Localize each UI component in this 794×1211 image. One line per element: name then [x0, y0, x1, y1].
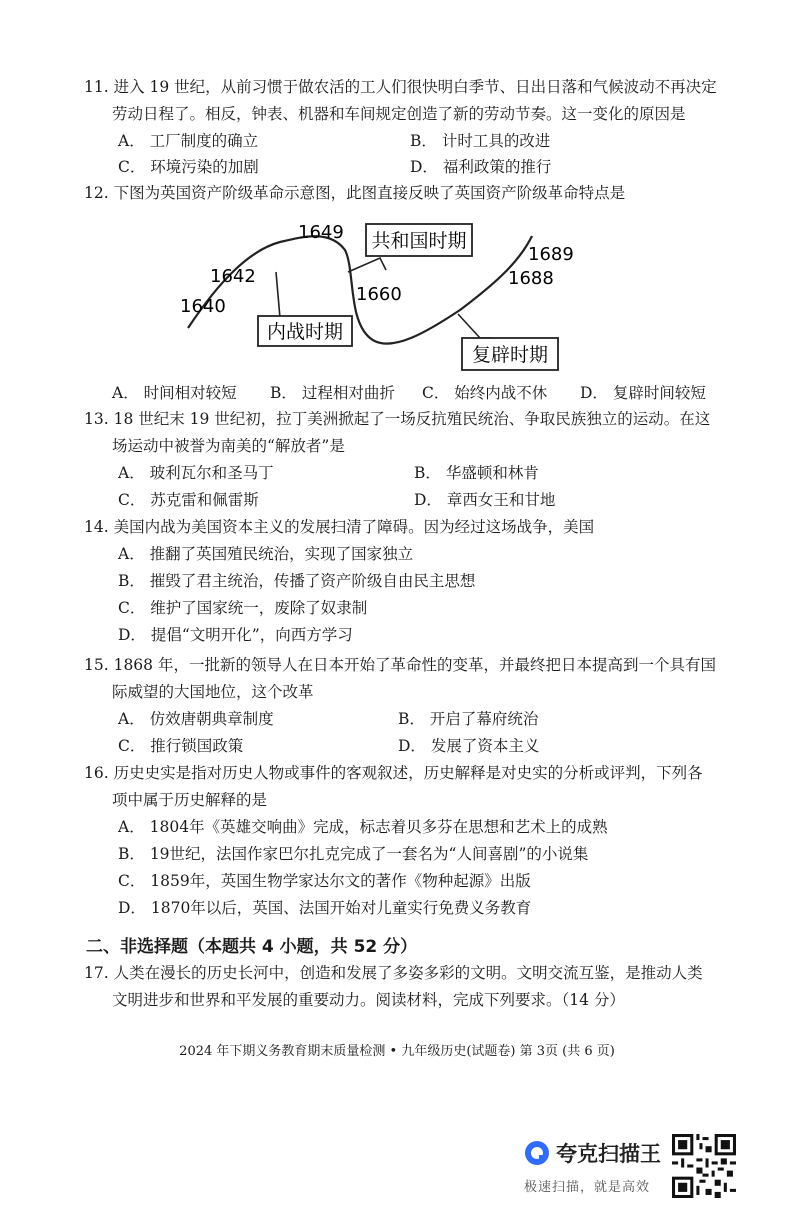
- question-11-stem-line1: 11. 进入 19 世纪，从前习惯于做农活的工人们很快明白季节、日出日落和气候波动不再决定: [84, 78, 717, 96]
- question-15-option-c: C． 推行锁国政策: [118, 737, 244, 755]
- question-13-option-b: B． 华盛顿和林肯: [414, 464, 539, 482]
- question-16-option-a: A． 1804年《英雄交响曲》完成，标志着贝多芬在思想和艺术上的成熟: [118, 818, 608, 836]
- question-11-stem-line2: 劳动日程了。相反，钟表、机器和车间规定创造了新的劳动节奏。这一变化的原因是: [112, 105, 686, 123]
- question-16-stem-line1: 16. 历史史实是指对历史人物或事件的客观叙述，历史解释是对史实的分析或评判，下列各: [84, 764, 703, 782]
- scanner-logo-icon: [524, 1140, 550, 1166]
- question-15-stem-line1: 15. 1868 年，一批新的领导人在日本开始了革命性的变革，并最终把日本提高到一个具有国: [84, 656, 716, 674]
- question-14-option-a: A． 推翻了英国殖民统治，实现了国家独立: [118, 545, 414, 563]
- pointer-civil-war: [276, 272, 292, 318]
- question-14-option-b: B． 摧毁了君主统治，传播了资产阶级自由民主思想: [118, 572, 476, 590]
- label-republic: 共和国时期: [371, 230, 467, 252]
- question-13-option-a: A． 玻利瓦尔和圣马丁: [118, 464, 274, 482]
- year-1689: 1689: [528, 244, 574, 265]
- question-14-option-d: D． 提倡“文明开化”，向西方学习: [118, 626, 353, 644]
- qr-code-icon: [672, 1134, 736, 1198]
- question-14-stem: 14. 美国内战为美国资本主义的发展扫清了障碍。因为经过这场战争，美国: [84, 518, 595, 536]
- question-17-stem-line2: 文明进步和世界和平发展的重要动力。阅读材料，完成下列要求。（14 分）: [112, 991, 625, 1009]
- year-1660: 1660: [356, 284, 402, 305]
- question-15-option-a: A． 仿效唐朝典章制度: [118, 710, 274, 728]
- section-heading-non-choice: 二、非选择题（本题共 4 小题，共 52 分）: [86, 937, 418, 957]
- scanner-brand-name: 夸克扫描王: [556, 1142, 661, 1166]
- page-footer: 2024 年下期义务教育期末质量检测 • 九年级历史(试题卷) 第 3页 (共 6 页): [179, 1044, 615, 1059]
- question-16-option-c: C． 1859年，英国生物学家达尔文的著作《物种起源》出版: [118, 872, 531, 890]
- label-restoration: 复辟时期: [471, 344, 549, 366]
- year-1649: 1649: [298, 222, 344, 243]
- question-16-option-d: D． 1870年以后，英国、法国开始对儿童实行免费义务教育: [118, 899, 532, 917]
- question-11-option-d: D． 福利政策的推行: [410, 158, 552, 176]
- question-14-option-c: C． 维护了国家统一，废除了奴隶制: [118, 599, 368, 617]
- question-11-option-c: C． 环境污染的加剧: [118, 158, 259, 176]
- year-1688: 1688: [508, 268, 554, 289]
- question-15-option-b: B． 开启了幕府统治: [398, 710, 539, 728]
- year-1642: 1642: [210, 266, 256, 287]
- question-12-option-d: D． 复辟时间较短: [580, 384, 706, 402]
- question-15-stem-line2: 际威望的大国地位，这个改革: [112, 683, 314, 701]
- label-civil-war: 内战时期: [266, 321, 344, 343]
- question-11-option-a: A． 工厂制度的确立: [118, 132, 259, 150]
- year-1640: 1640: [180, 296, 226, 317]
- question-13-option-c: C． 苏克雷和佩雷斯: [118, 491, 259, 509]
- question-16-stem-line2: 项中属于历史解释的是: [112, 791, 268, 809]
- scanner-tagline: 极速扫描，就是高效: [524, 1180, 651, 1195]
- question-15-option-d: D． 发展了资本主义: [398, 737, 540, 755]
- question-17-stem-line1: 17. 人类在漫长的历史长河中，创造和发展了多姿多彩的文明。文明交流互鉴，是推动人类: [84, 964, 703, 982]
- question-13-option-d: D． 章西女王和甘地: [414, 491, 556, 509]
- pointer-restoration: [458, 314, 492, 338]
- pointer-republic: [348, 258, 386, 272]
- question-11-option-b: B． 计时工具的改进: [410, 132, 551, 150]
- question-12-option-c: C． 始终内战不休: [422, 384, 548, 402]
- question-12-option-a: A． 时间相对较短: [112, 384, 237, 402]
- question-12-option-b: B． 过程相对曲折: [270, 384, 395, 402]
- question-16-option-b: B． 19世纪，法国作家巴尔扎克完成了一套名为“人间喜剧”的小说集: [118, 845, 589, 863]
- question-13-stem-line2: 场运动中被誉为南美的“解放者”是: [112, 437, 345, 455]
- question-13-stem-line1: 13. 18 世纪末 19 世纪初，拉丁美洲掀起了一场反抗殖民统治、争取民族独立的运动。在这: [84, 410, 711, 428]
- english-revolution-diagram: [180, 210, 600, 380]
- question-12-stem: 12. 下图为英国资产阶级革命示意图，此图直接反映了英国资产阶级革命特点是: [84, 184, 626, 202]
